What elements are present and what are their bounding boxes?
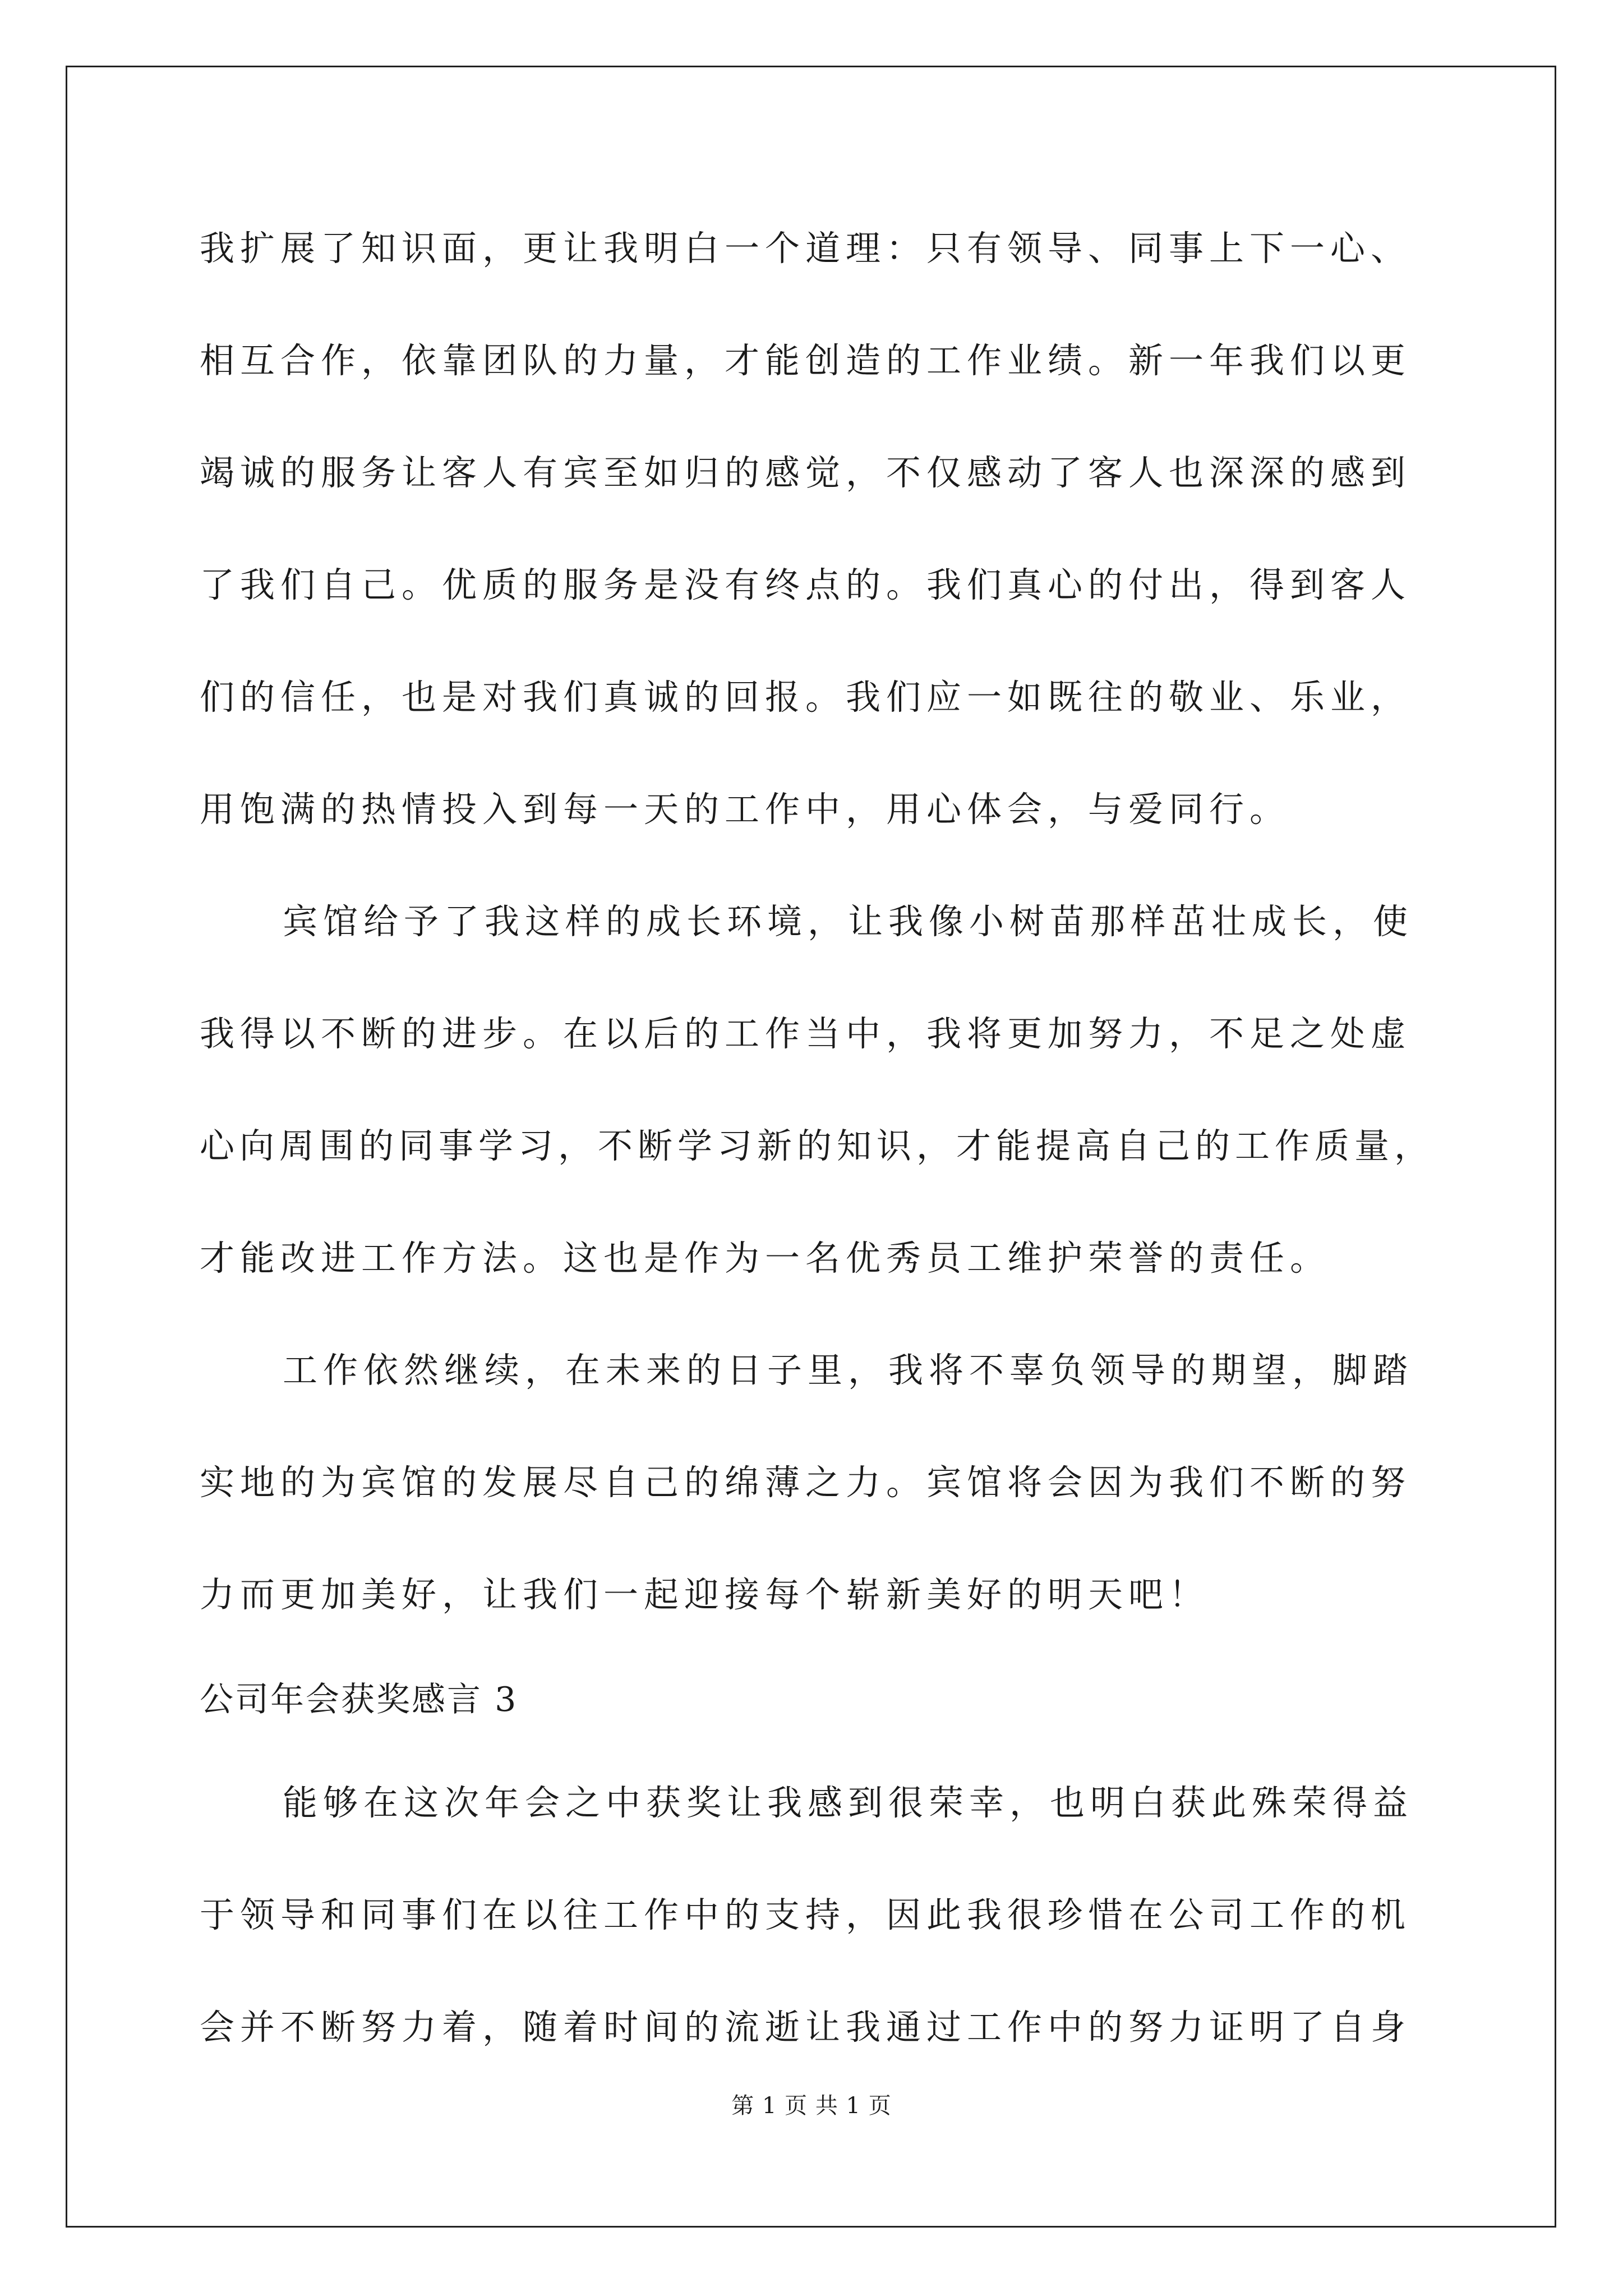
paragraph-1-line-1: 我扩展了知识面，更让我明白一个道理：只有领导、同事上下一心、 (200, 228, 1412, 269)
section-heading: 公司年会获奖感言 3 (200, 1680, 518, 1719)
paragraph-2-line-4: 才能改进工作方法。这也是作为一名优秀员工维护荣誉的责任。 (200, 1237, 1331, 1278)
paragraph-1-line-6: 用饱满的热情投入到每一天的工作中，用心体会，与爱同行。 (200, 789, 1290, 830)
paragraph-4-line-2: 于领导和同事们在以往工作中的支持，因此我很珍惜在公司工作的机 (200, 1894, 1412, 1935)
paragraph-3-line-2: 实地的为宾馆的发展尽自己的绵薄之力。宾馆将会因为我们不断的努 (200, 1462, 1412, 1503)
paragraph-3-line-1: 工作依然继续，在未来的日子里，我将不辜负领导的期望，脚踏 (283, 1350, 1414, 1391)
paragraph-1-line-3: 竭诚的服务让客人有宾至如归的感觉，不仅感动了客人也深深的感到 (200, 452, 1412, 493)
paragraph-2-line-2: 我得以不断的进步。在以后的工作当中，我将更加努力，不足之处虚 (200, 1013, 1412, 1054)
paragraph-2-line-1: 宾馆给予了我这样的成长环境，让我像小树苗那样茁壮成长，使 (283, 901, 1414, 942)
paragraph-3-line-3: 力而更加美好，让我们一起迎接每个崭新美好的明天吧！ (200, 1574, 1210, 1615)
paragraph-2-line-3: 心向周围的同事学习，不断学习新的知识，才能提高自己的工作质量， (200, 1125, 1435, 1166)
page-number-footer: 第 1 页 共 1 页 (731, 2093, 892, 2119)
paragraph-1-line-4: 了我们自己。优质的服务是没有终点的。我们真心的付出，得到客人 (200, 564, 1412, 605)
paragraph-4-line-3: 会并不断努力着，随着时间的流逝让我通过工作中的努力证明了自身 (200, 2007, 1412, 2047)
paragraph-1-line-2: 相互合作，依靠团队的力量，才能创造的工作业绩。新一年我们以更 (200, 340, 1412, 381)
paragraph-4-line-1: 能够在这次年会之中获奖让我感到很荣幸，也明白获此殊荣得益 (283, 1782, 1414, 1823)
paragraph-1-line-5: 们的信任，也是对我们真诚的回报。我们应一如既往的敬业、乐业， (200, 677, 1412, 717)
